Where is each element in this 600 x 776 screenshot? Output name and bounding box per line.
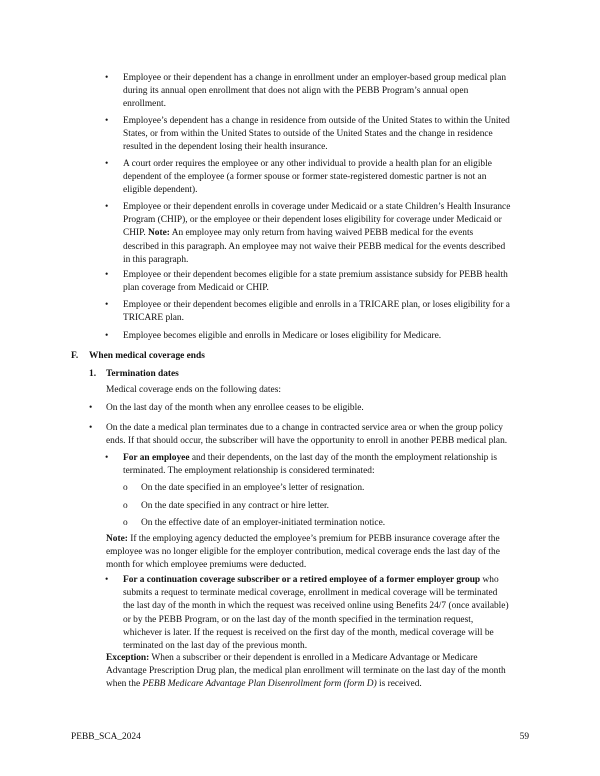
list-item: Employee becomes eligible and enrolls in Medicare or loses eligibility for Medicare. [123, 331, 442, 341]
circle-bullet-glyph: o [123, 483, 128, 493]
continuation-termination-item: For a continuation coverage subscriber or a retired employee of a former employer group who submits a request to terminate medical coverage, enrollment in medical coverage will be terminated the last day of the month in which the request was received online using Benefits 24/7 (once available) or by the PEBB Program, or on the last day of the month specified in the termination request, whichever is later. If the request is received on the first day of the month, medical coverage will be terminated on the last day of the previous month. [123, 575, 509, 652]
list-item: On the date a medical plan terminates due to a change in contracted service area or when the group policy ends. If that should occur, the subscriber will have the opportunity to enroll in another PEBB medical plan. [106, 423, 508, 447]
bullet-glyph: • [105, 453, 109, 463]
bullet-glyph: • [105, 270, 109, 280]
list-item: Employee or their dependent has a change in enrollment under an employer-based group medical plan during its annual open enrollment that does not align with the PEBB Program’s annual open enrollment. [123, 73, 507, 110]
list-item: On the date specified in an employee’s letter of resignation. [141, 483, 365, 493]
list-item: On the last day of the month when any enrollee ceases to be eligible. [106, 403, 364, 413]
list-item: Employee or their dependent enrolls in coverage under Medicaid or a state Children’s Health Insurance Program (CHIP), or the employee or their dependent loses eligibility for coverage under Medicaid or CHIP. Note: An employee may only return from having waived PEBB medical for the events described in this paragraph. An employee may not waive their PEBB medical for the events described in this paragraph. [123, 202, 511, 265]
exception-paragraph: Exception: When a subscriber or their dependent is enrolled in a Medicare Advantage or Medicare Advantage Prescription Drug plan, the medical plan enrollment will terminate on the last day of the month when the PEBB Medicare Advantage Plan Disenrollment form (form D) is received. [106, 653, 506, 690]
page-number: 59 [519, 732, 529, 742]
bullet-glyph: • [89, 423, 93, 433]
list-item: On the date specified in any contract or hire letter. [141, 501, 329, 511]
bullet-glyph: • [105, 116, 109, 126]
bullet-glyph: • [89, 403, 93, 413]
bullet-glyph: • [105, 331, 109, 341]
subsection-number: 1. [89, 369, 97, 379]
bullet-glyph: • [105, 73, 109, 83]
form-d-link-text: PEBB Medicare Advantage Plan Disenrollment form (form D) [142, 679, 377, 690]
employee-termination-item: For an employee and their dependents, on the last day of the month the employment relationship is terminated. The employment relationship is considered terminated: [123, 453, 497, 477]
note-label: Note: [148, 228, 170, 239]
bullet-glyph: • [105, 159, 109, 169]
footer-document-id: PEBB_SCA_2024 [71, 732, 141, 742]
circle-bullet-glyph: o [123, 518, 128, 528]
list-item: Employee or their dependent becomes eligible for a state premium assistance subsidy for PEBB health plan coverage from Medicaid or CHIP. [123, 270, 508, 294]
bullet-glyph: • [105, 575, 109, 585]
section-heading: When medical coverage ends [89, 351, 205, 361]
intro-text: Medical coverage ends on the following dates: [106, 385, 281, 395]
list-item: Employee or their dependent becomes eligible and enrolls in a TRICARE plan, or loses eligibility for a TRICARE plan. [123, 300, 510, 324]
bullet-glyph: • [105, 300, 109, 310]
list-item: On the effective date of an employer-initiated termination notice. [141, 518, 386, 528]
circle-bullet-glyph: o [123, 501, 128, 511]
note-paragraph: Note: If the employing agency deducted the employee’s premium for PEBB insurance coverage after the employee was no longer eligible for the employer contribution, medical coverage ends the last day of the month for which employee premiums were deducted. [106, 534, 500, 571]
subsection-heading: Termination dates [106, 369, 179, 379]
bullet-glyph: • [105, 202, 109, 212]
list-item: A court order requires the employee or any other individual to provide a health plan for an eligible dependent of the employee (a former spouse or former state-registered domestic partner is not an eligible dependent). [123, 159, 492, 196]
list-item: Employee’s dependent has a change in residence from outside of the United States to within the United States, or from within the United States to outside of the United States and the change in residence resulted in the dependent losing their health insurance. [123, 116, 510, 153]
section-letter: F. [71, 351, 79, 361]
